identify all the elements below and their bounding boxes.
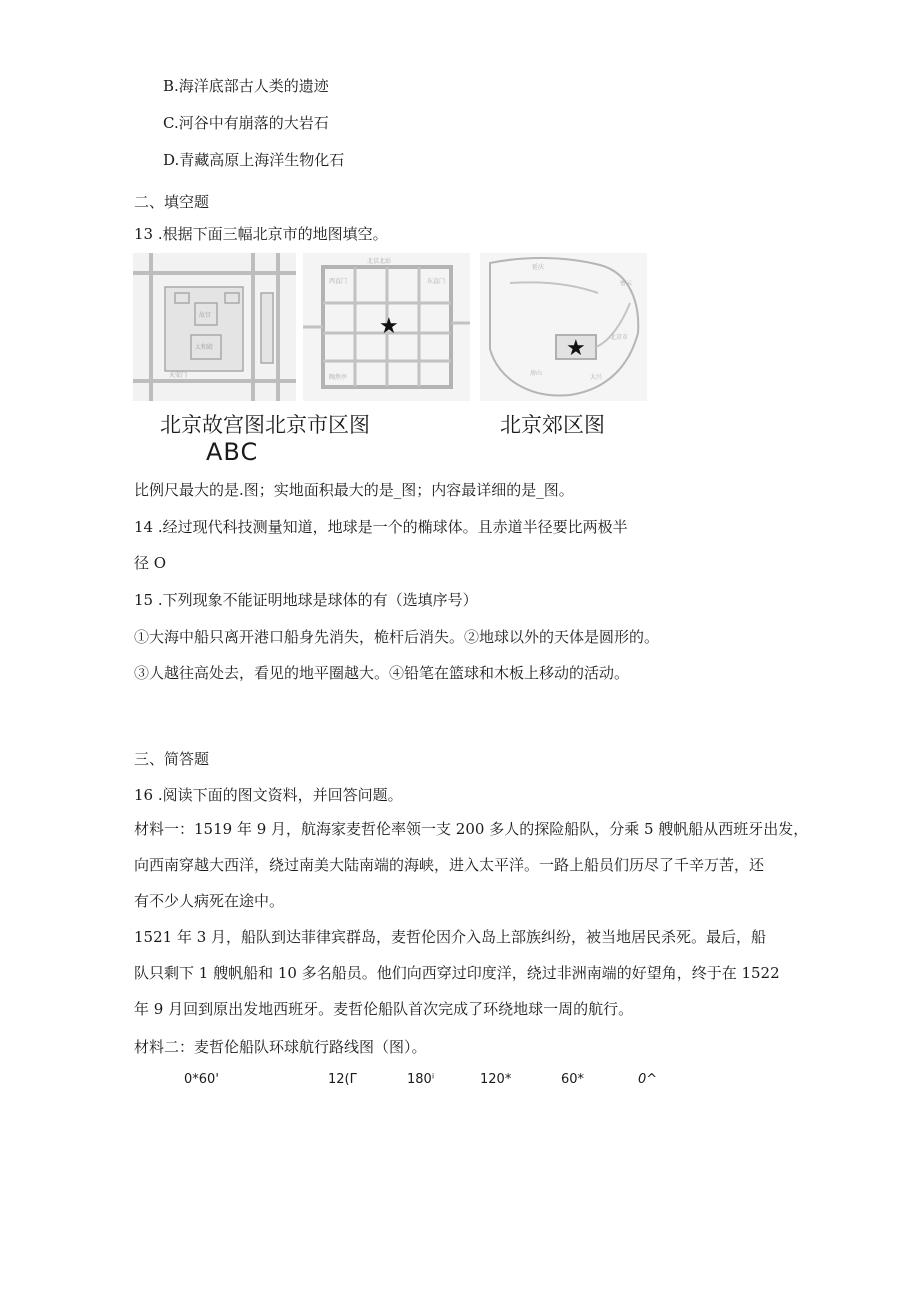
option-b: B.海洋底部古人类的遗迹 (163, 77, 329, 95)
map-letters: ABC (206, 438, 259, 466)
svg-text:房山: 房山 (530, 370, 543, 377)
material-1-line: 向西南穿越大西洋，绕过南美大陆南端的海峡，进入太平洋。一路上船员们历尽了千辛万苦，还 (134, 856, 765, 874)
svg-text:太和殿: 太和殿 (195, 344, 214, 351)
svg-text:西直门: 西直门 (329, 278, 348, 285)
svg-text:东直门: 东直门 (427, 278, 446, 285)
question-15-stem: 15 .下列现象不能证明地球是球体的有（选填序号） (134, 591, 478, 609)
material-1-line: 有不少人病死在途中。 (134, 892, 285, 910)
svg-text:★: ★ (379, 314, 399, 339)
material-1-line: 年 9 月回到原出发地西班牙。麦哲伦船队首次完成了环绕地球一周的航行。 (134, 1000, 634, 1018)
svg-text:大兴: 大兴 (590, 374, 603, 381)
map-caption-forbidden-city-and-urban: 北京故宫图北京市区图 (160, 413, 370, 437)
forbidden-city-map (133, 253, 296, 401)
question-13-answer-line: 比例尺最大的是.图；实地面积最大的是_图；内容最详细的是_图。 (134, 481, 574, 499)
beijing-suburb-map (480, 253, 647, 401)
question-14-line-1: 14 .经过现代科技测量知道，地球是一个的椭球体。且赤道半径要比两极半 (134, 518, 628, 536)
option-c: C.河谷中有崩落的大岩石 (163, 114, 329, 132)
svg-text:北京市: 北京市 (610, 334, 629, 341)
section-title-short-answer: 三、简答题 (134, 750, 210, 768)
svg-text:陶然亭: 陶然亭 (329, 374, 348, 381)
longitude-label: 180ⁱ (407, 1072, 435, 1087)
beijing-urban-map (303, 253, 470, 401)
map-caption-suburb: 北京郊区图 (500, 413, 605, 437)
longitude-label: 120* (480, 1072, 512, 1087)
svg-text:北京北站: 北京北站 (367, 258, 392, 265)
longitude-label: 60* (561, 1072, 585, 1087)
svg-text:★: ★ (566, 336, 586, 361)
question-13-stem: 13 .根据下面三幅北京市的地图填空。 (134, 225, 388, 243)
material-1-line: 材料一：1519 年 9 月，航海家麦哲伦率领一支 200 多人的探险船队，分乘 5 艘帆船从西班牙出发， (134, 820, 809, 838)
longitude-label: 0*60' (184, 1072, 219, 1087)
svg-text:故宫: 故宫 (199, 312, 212, 319)
question-16-stem: 16 .阅读下面的图文资料，并回答问题。 (134, 786, 403, 804)
section-title-fill-in: 二、填空题 (134, 193, 210, 211)
question-15-option-line-2: ③人越往高处去，看见的地平圈越大。④铅笔在篮球和木板上移动的活动。 (134, 664, 630, 682)
question-15-option-line-1: ①大海中船只离开港口船身先消失，桅杆后消失。②地球以外的天体是圆形的。 (134, 628, 660, 646)
svg-text:延庆: 延庆 (532, 264, 545, 271)
svg-text:密云: 密云 (620, 280, 633, 287)
longitude-label: 12(Г (328, 1072, 358, 1087)
option-d: D.青藏高原上海洋生物化石 (163, 151, 345, 169)
material-1-line: 队只剩下 1 艘帆船和 10 多名船员。他们向西穿过印度洋，绕过非洲南端的好望角，终于在 1522 (134, 964, 780, 982)
material-2-line: 材料二：麦哲伦船队环球航行路线图（图）。 (134, 1038, 427, 1056)
material-1-line: 1521 年 3 月，船队到达菲律宾群岛，麦哲伦因介入岛上部族纠纷，被当地居民杀死。最后，船 (134, 928, 767, 946)
longitude-label: 0^ (638, 1072, 658, 1087)
question-14-line-2: 径 O (134, 554, 167, 572)
svg-text:天安门: 天安门 (169, 372, 188, 379)
